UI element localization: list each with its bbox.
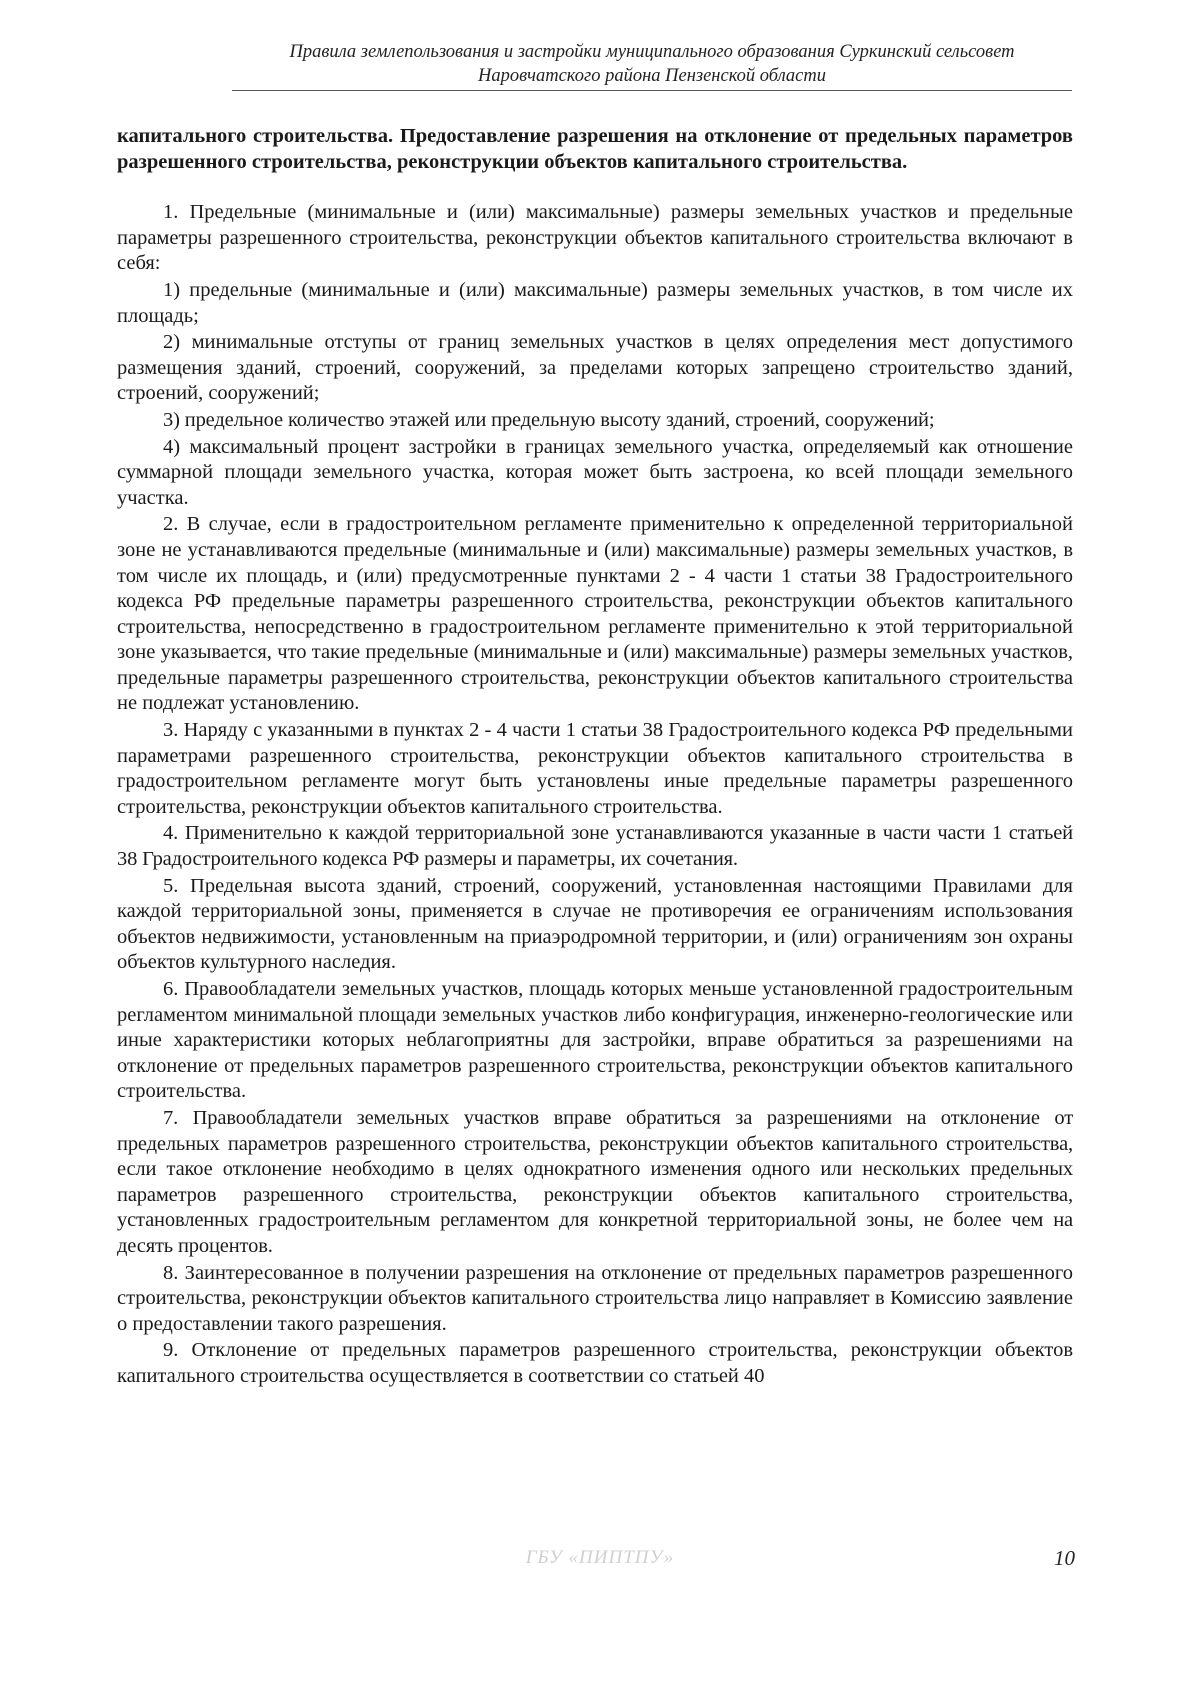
- paragraph-7: 7. Правообладатели земельных участков вправе обратиться за разрешениями на отклонение от предельных параметров разрешенного строительства, реконструкции объектов капитального строительства, если такое отклонение необходимо в целях однократного изменения одного или нескольких предельных параметров разрешенного строительства, реконструкции объектов капитального строительства, установленных градостроительным регламентом для конкретной территориальной зоны, не более чем на десять процентов.: [117, 1106, 1073, 1257]
- paragraph-3: 3. Наряду с указанными в пунктах 2 - 4 части 1 статьи 38 Градостроительного кодекса РФ предельными параметрами разрешенного строительства, реконструкции объектов капитального строительства в градостроительном регламенте могут быть установлены иные предельные параметры разрешенного строительства, реконструкции объектов капитального строительства.: [117, 719, 1073, 818]
- header-divider: [232, 90, 1072, 91]
- paragraph-2: 2. В случае, если в градостроительном регламенте применительно к определенной территориальной зоне не устанавливаются предельные (минимальные и (или) максимальные) размеры земельных участков, в том числе их площадь, и (или) предусмотренные пунктами 2 - 4 части 1 статьи 38 Градостроительного кодекса РФ предельные параметры разрешенного строительства, реконструкции объектов капитального строительства, непосредственно в градостроительном регламенте применительно к этой территориальной зоне указывается, что такие предельные (минимальные и (или) максимальные) размеры земельных участков, предельные параметры разрешенного строительства, реконструкции объектов капитального строительства не подлежат установлению.: [117, 513, 1073, 715]
- paragraph-1-item-4: 4) максимальный процент застройки в границах земельного участка, определяемый как отношение суммарной площади земельного участка, которая может быть застроена, ко всей площади земельного участка.: [117, 435, 1073, 509]
- paragraph-1: 1. Предельные (минимальные и (или) максимальные) размеры земельных участков и предельные параметры разрешенного строительства, реконструкции объектов капитального строительства включают в себя:: [117, 201, 1073, 275]
- paragraph-6: 6. Правообладатели земельных участков, площадь которых меньше установленной градостроительным регламентом минимальной площади земельных участков либо конфигурация, инженерно-геологические или иные характеристики которых неблагоприятны для застройки, вправе обратиться за разрешениями на отклонение от предельных параметров разрешенного строительства, реконструкции объектов капитального строительства.: [117, 978, 1073, 1103]
- paragraph-8: 8. Заинтересованное в получении разрешения на отклонение от предельных параметров разрешенного строительства, реконструкции объектов капитального строительства лицо направляет в Комиссию заявление о предоставлении такого разрешения.: [117, 1261, 1073, 1335]
- paragraph-5: 5. Предельная высота зданий, строений, сооружений, установленная настоящими Правилами для каждой территориальной зоны, применяется в случае не противоречия ее ограничениям использования объектов недвижимости, установленным на приаэродромной территории, и (или) ограничениям зон охраны объектов культурного наследия.: [117, 874, 1073, 974]
- header-line-2: Наровчатского района Пензенской области: [478, 66, 826, 86]
- paragraph-1-item-3: 3) предельное количество этажей или предельную высоту зданий, строений, сооружений;: [163, 408, 935, 431]
- footer-organization: ГБУ «ПИПТПУ»: [525, 1547, 675, 1568]
- document-body: [117, 124, 1073, 1391]
- paragraph-4: 4. Применительно к каждой территориальной зоне устанавливаются указанные в части части 1 статьей 38 Градостроительного кодекса РФ размеры и параметры, их сочетания.: [117, 822, 1073, 871]
- paragraph-9: 9. Отклонение от предельных параметров разрешенного строительства, реконструкции объектов капитального строительства осуществляется в соответствии со статьей 40: [117, 1339, 1073, 1387]
- paragraph-1-item-2: 2) минимальные отступы от границ земельных участков в целях определения мест допустимого размещения зданий, строений, сооружений, за пределами которых запрещено строительство зданий, строений, сооружений;: [117, 331, 1073, 405]
- page-number: 10: [1054, 1546, 1075, 1570]
- section-title: капитального строительства. Предоставление разрешения на отклонение от предельных параметров разрешенного строительства, реконструкции объектов капитального строительства.: [117, 125, 1073, 173]
- header-line-1: Правила землепользования и застройки муниципального образования Суркинский сельсовет: [289, 42, 1015, 62]
- running-header: [232, 40, 1072, 88]
- paragraph-1-item-1: 1) предельные (минимальные и (или) максимальные) размеры земельных участков, в том числе их площадь;: [117, 278, 1073, 327]
